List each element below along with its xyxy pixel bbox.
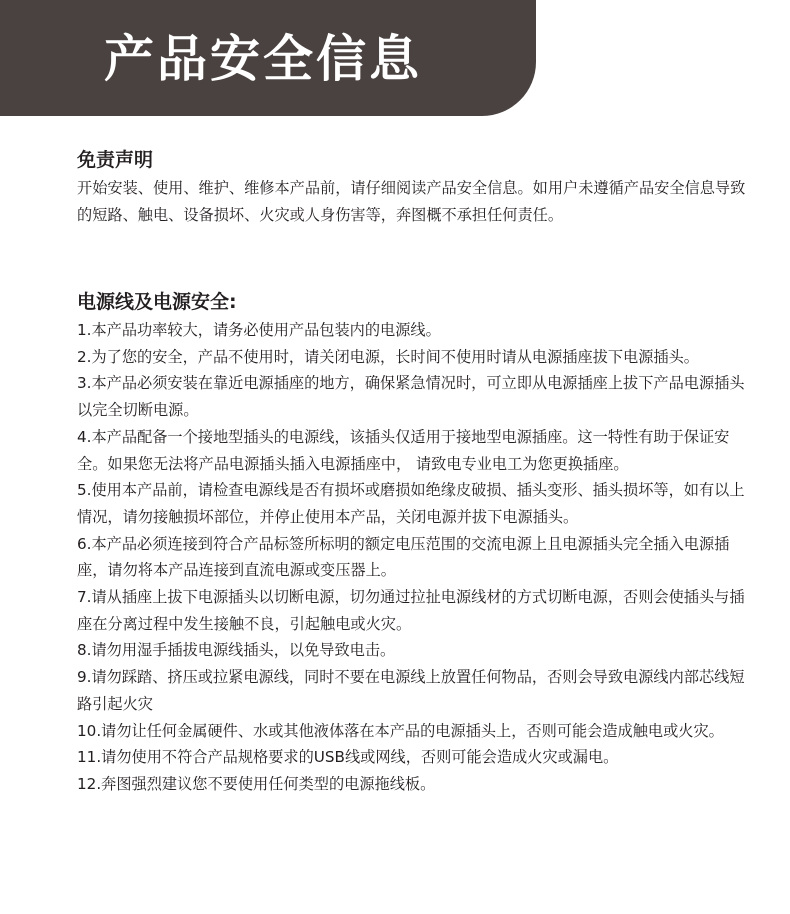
- safety-item-5: 5.使用本产品前，请检查电源线是否有损坏或磨损如绝缘皮破损、插头变形、插头损坏等，如有以上情况，请勿接触损坏部位，并停止使用本产品，关闭电源并拔下电源插头。: [77, 481, 745, 526]
- safety-item-11: 11.请勿使用不符合产品规格要求的USB线或网线，否则可能会造成火灾或漏电。: [77, 748, 619, 767]
- safety-item-2: 2.为了您的安全，产品不使用时，请关闭电源，长时间不使用时请从电源插座拔下电源插头。: [77, 347, 699, 366]
- power-safety-list: [77, 317, 757, 798]
- safety-item-1: 1.本产品功率较大，请务必使用产品包装内的电源线。: [77, 321, 441, 339]
- disclaimer-section: [77, 145, 757, 228]
- safety-item-7: 7.请从插座上拔下电源插头以切断电源，切勿通过拉扯电源线材的方式切断电源，否则会使插头与插座在分离过程中发生接触不良，引起触电或火灾。: [77, 588, 745, 633]
- power-safety-section: [77, 287, 757, 798]
- safety-item-10: 10.请勿让任何金属硬件、水或其他液体落在本产品的电源插头上，否则可能会造成触电或火灾。: [77, 721, 724, 740]
- safety-item-4: 4.本产品配备一个接地型插头的电源线，该插头仅适用于接地型电源插座。这一特性有助于保证安全。如果您无法将产品电源插头插入电源插座中， 请致电专业电工为您更换插座。: [77, 427, 730, 473]
- disclaimer-body: 开始安装、使用、维护、维修本产品前，请仔细阅读产品安全信息。如用户未遵循产品安全信息导致的短路、触电、设备损坏、火灾或人身伤害等，奔图概不承担任何责任。: [77, 179, 746, 224]
- safety-item-8: 8.请勿用湿手插拔电源线插头，以免导致电击。: [77, 641, 396, 660]
- page-title: 产品安全信息: [104, 30, 422, 88]
- title-banner: [0, 0, 536, 116]
- safety-item-6: 6.本产品必须连接到符合产品标签所标明的额定电压范围的交流电源上且电源插头完全插入电源插座，请勿将本产品连接到直流电源或变压器上。: [77, 534, 730, 580]
- safety-item-9: 9.请勿踩踏、挤压或拉紧电源线，同时不要在电源线上放置任何物品，否则会导致电源线内部芯线短路引起火灾: [77, 668, 745, 713]
- safety-item-12: 12.奔图强烈建议您不要使用任何类型的电源拖线板。: [77, 774, 436, 793]
- disclaimer-heading: 免责声明: [77, 149, 154, 171]
- safety-item-3: 3.本产品必须安装在靠近电源插座的地方，确保紧急情况时，可立即从电源插座上拔下产品电源插头以完全切断电源。: [77, 374, 745, 420]
- power-safety-heading: 电源线及电源安全:: [77, 291, 237, 313]
